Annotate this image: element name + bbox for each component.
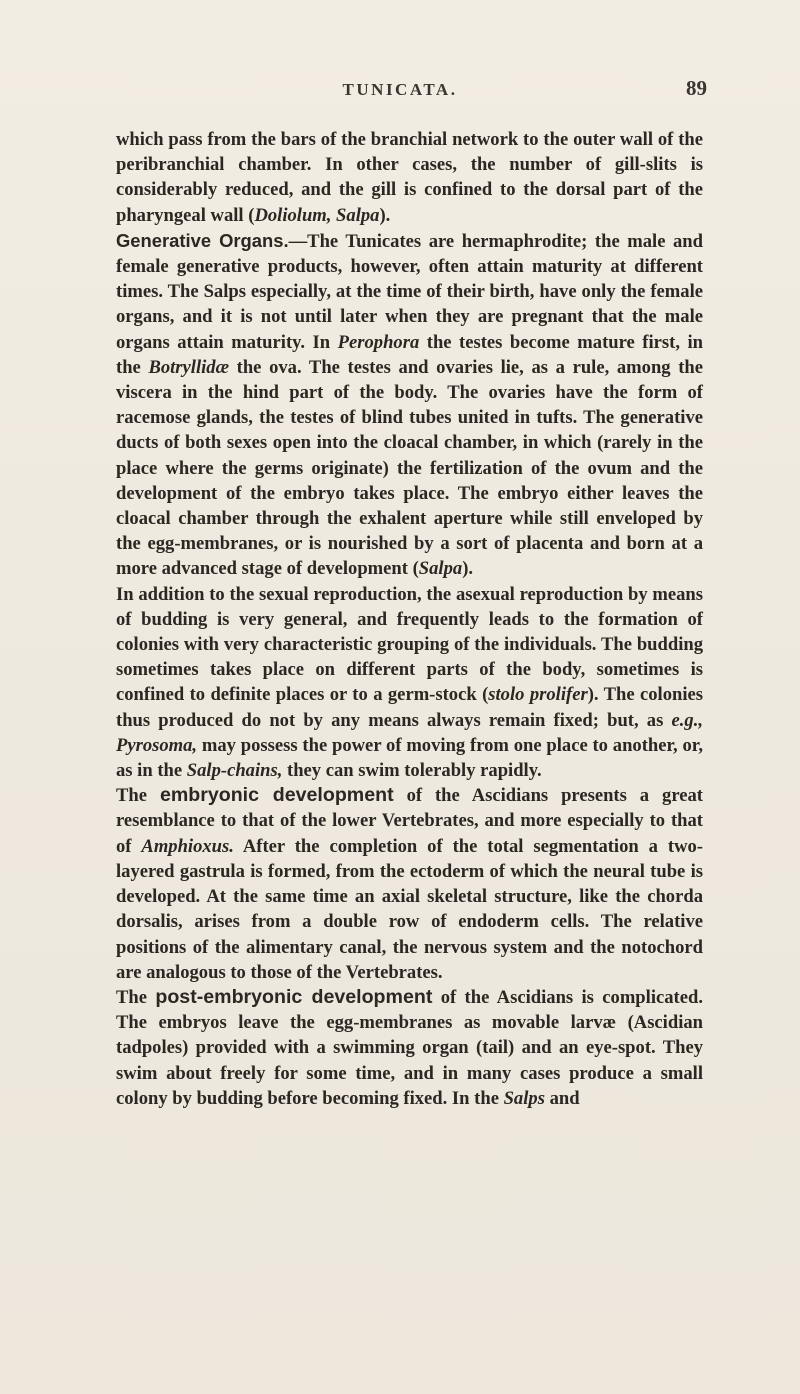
italic-run: Salpa bbox=[418, 558, 463, 580]
page-number: 89 bbox=[686, 76, 707, 100]
text-run: ). bbox=[379, 204, 391, 226]
text-run: which pass from the bars of the branchial network to the outer wall of the peribranchial chamber. In other cases, the number of gill-slits is considerably reduced, and the gill is confined to the dorsal part of the pharyngeal wall ( bbox=[116, 129, 703, 226]
text-run: ). The colonies thus produced do not by any means always remain fixed; but, as bbox=[116, 684, 703, 731]
paragraph-embryonic-development bbox=[116, 783, 703, 985]
running-title: TUNICATA. bbox=[342, 80, 458, 99]
italic-run: e.g., Pyrosoma, bbox=[116, 709, 703, 756]
text-run: the testes become mature first, in the bbox=[116, 331, 703, 378]
text-run: and bbox=[544, 1087, 580, 1109]
text-run: ). bbox=[462, 558, 474, 580]
italic-run: Salps bbox=[503, 1087, 545, 1109]
text-run: After the completion of the total segmentation a two-layered gastrula is formed, from the ectoderm of which the neural tube is developed. At the same time an axial skeletal structure, like the chorda dorsalis, arises from a double row of endoderm cells. The relative positions of the alimentary canal, the nervous system and the notochord are analogous to those of the Vertebrates. bbox=[116, 835, 703, 983]
running-head bbox=[0, 76, 800, 106]
section-heading: post-embryonic development bbox=[155, 985, 433, 1008]
text-run: In addition to the sexual reproduction, the asexual reproduction by means of budding is very general, and frequently leads to the formation of colonies with very characteristic grouping of the individuals. The budding sometimes takes place on different parts of the body, sometimes is confined to definite places or to a germ-stock ( bbox=[116, 583, 703, 706]
paragraph-gill-slits bbox=[116, 127, 703, 228]
text-run: —The Tunicates are hermaphrodite; the male and female generative products, however, often attain maturity at different times. The Salps especially, at the time of their birth, have only the female organs, and it is not until later when they are pregnant that the male organs attain maturity. In bbox=[116, 230, 703, 353]
italic-run: Perophora bbox=[337, 331, 420, 353]
text-run: of the Ascidians is complicated. The embryos leave the egg-membranes as movable larvæ (Ascidian tadpoles) provided with a swimming organ (tail) and an eye-spot. They swim about freely for some time, and in many cases produce a small colony by budding before becoming fixed. In the bbox=[116, 986, 703, 1109]
italic-run: Botryllidæ bbox=[148, 356, 230, 378]
text-run: The bbox=[116, 785, 160, 807]
text-run: of the Ascidians presents a great resemblance to that of the lower Vertebrates, and more especially to that of bbox=[116, 785, 703, 857]
paragraph-post-embryonic-development bbox=[116, 985, 703, 1111]
italic-run: Doliolum, Salpa bbox=[254, 204, 380, 226]
paragraph-generative-organs bbox=[116, 228, 703, 582]
text-run: the ova. The testes and ovaries lie, as a rule, among the viscera in the hind part of the body. The ovaries have the form of racemose glands, the testes of blind tubes united in tufts. The generative ducts of both sexes open into the cloacal chamber, in which (rarely in the place where the germs originate) the fertilization of the ovum and the development of the embryo takes place. The embryo either leaves the cloacal chamber through the exhalent aperture while still enveloped by the egg-membranes, or is nourished by a sort of placenta and born at a more advanced stage of development ( bbox=[116, 356, 704, 580]
italic-run: stolo prolifer bbox=[488, 684, 588, 706]
section-heading: embryonic development bbox=[159, 784, 394, 807]
text-run: may possess the power of moving from one place to another, or, as in the bbox=[116, 734, 703, 782]
section-heading: Generative Organs. bbox=[116, 229, 289, 251]
body-text bbox=[116, 127, 703, 1111]
italic-run: Salp-chains, bbox=[186, 760, 283, 782]
paragraph-asexual-reproduction bbox=[116, 582, 703, 784]
italic-run: Amphioxus. bbox=[141, 835, 234, 857]
text-run: they can swim tolerably rapidly. bbox=[282, 760, 542, 782]
text-run: The bbox=[116, 986, 156, 1008]
